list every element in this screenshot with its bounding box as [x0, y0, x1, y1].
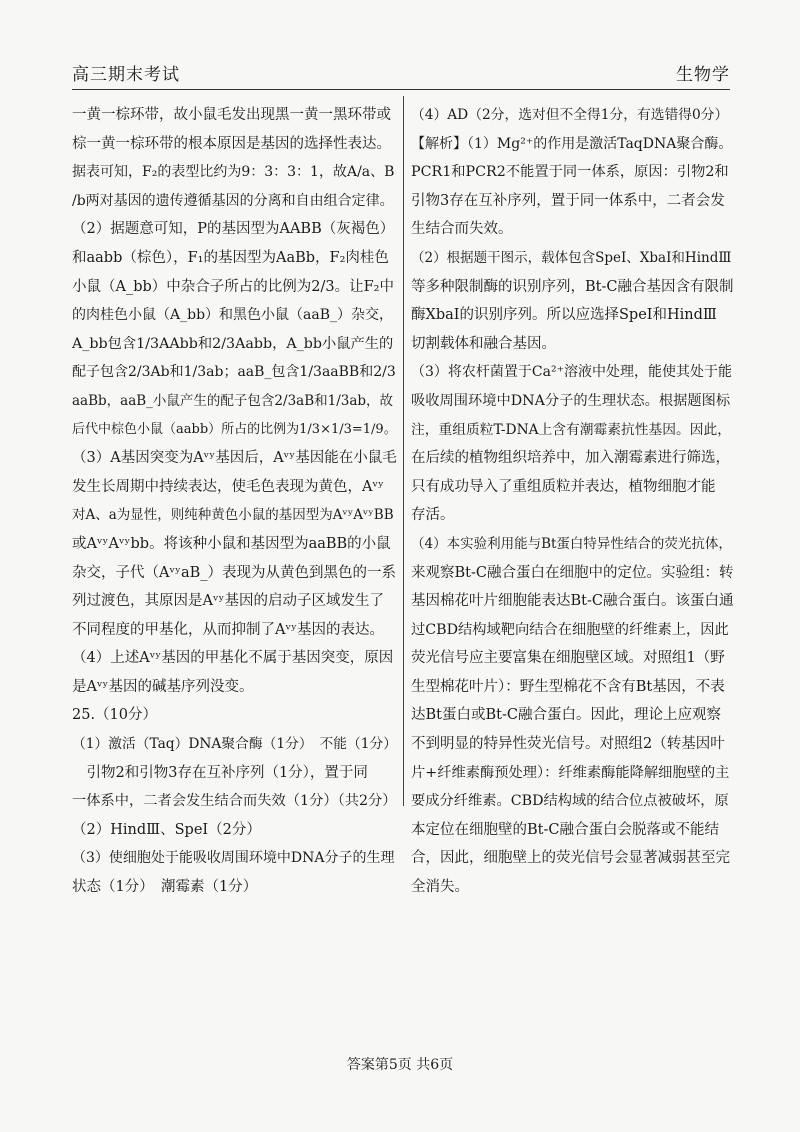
text-line: 引物3存在互补序列，置于同一体系中，二者会发 [411, 192, 725, 209]
text-line: 只有成功导入了重组质粒并表达，植物细胞才能 [411, 478, 716, 495]
text-line: （4）本实验利用能与Bt蛋白特异性结合的荧光抗体， [411, 535, 732, 552]
text-line: （3）使细胞处于能吸收周围环境中DNA分子的生理 [72, 850, 395, 867]
text-line: （4）AD（2分，选对但不全得1分，有选错得0分） [411, 107, 729, 123]
text-line: 生型棉花叶片）：野生型棉花不含有Bt基因，不表 [411, 678, 725, 695]
text-line: 25.（10分） [72, 707, 158, 724]
text-line: A_bb包含1/3AAbb和2/3Aabb，A_bb小鼠产生的 [72, 335, 394, 352]
text-line: /b两对基因的遗传遵循基因的分离和自由组合定律。 [72, 192, 394, 209]
text-line: （3）A基因突变为Aᵛʸ基因后，Aᵛʸ基因能在小鼠毛 [72, 450, 397, 467]
page-footer: 答案第5页 共6页 [346, 1057, 454, 1073]
text-line: 引物2和引物3存在互补序列（1分），置于同 [72, 764, 368, 781]
text-line: 本定位在细胞壁的Bt-C融合蛋白会脱落或不能结 [411, 821, 719, 838]
text-line: 是Aᵛʸ基因的碱基序列没变。 [72, 678, 254, 695]
text-line: 等多种限制酶的识别序列，Bt-C融合基因含有限制 [411, 278, 733, 295]
text-line: 杂交，子代（AᵛʸaB_）表现为从黄色到黑色的一系 [72, 564, 397, 581]
text-line: 片+纤维素酶预处理）：纤维素酶能降解细胞壁的主 [411, 764, 730, 781]
text-line: 的肉桂色小鼠（A_bb）和黑色小鼠（aaB_）杂交， [72, 307, 394, 324]
text-line: 过CBD结构域靶向结合在细胞壁的纤维素上，因此 [411, 621, 729, 638]
text-line: 发生长周期中持续表达，使毛色表现为黄色，Aᵛʸ [72, 478, 385, 495]
text-line: PCR1和PCR2不能置于同一体系，原因：引物2和 [411, 164, 729, 181]
text-line: 小鼠（A_bb）中杂合子所占的比例为2/3。让F₂中 [72, 278, 394, 295]
text-line: 棕一黄一棕环带的根本原因是基因的选择性表达。 [72, 135, 391, 152]
text-line: 据表可知，F₂的表型比约为9：3：3：1，故A/a、B [72, 164, 395, 181]
text-line: （1）激活（Taq）DNA聚合酶（1分） 不能（1分） [72, 736, 397, 753]
text-line: 基因棉花叶片细胞能表达Bt-C融合蛋白。该蛋白通 [411, 593, 733, 610]
text-line: 和aabb（棕色），F₁的基因型为AaBb，F₂肉桂色 [72, 249, 389, 266]
text-line: 不同程度的甲基化，从而抑制了Aᵛʸ基因的表达。 [72, 621, 385, 638]
subject-title: 生物学 [676, 65, 730, 85]
text-line: 或AᵛʸAᵛʸbb。将该种小鼠和基因型为aaBB的小鼠 [72, 535, 391, 552]
text-line: 在后续的植物组织培养中，加入潮霉素进行筛选， [411, 450, 730, 467]
text-line: （2）根据题干图示，载体包含SpeⅠ、XbaⅠ和HindⅢ [411, 249, 732, 266]
text-line: （4）上述Aᵛʸ基因的甲基化不属于基因突变，原因 [72, 650, 394, 667]
text-line: 不到明显的特异性荧光信号。对照组2（转基因叶 [411, 736, 725, 753]
text-line: 一体系中，二者会发生结合而失效（1分）（共2分） [72, 793, 397, 810]
column-divider [403, 96, 404, 806]
text-line: 列过渡色，其原因是Aᵛʸ基因的启动子区域发生了 [72, 593, 385, 610]
text-line: （2）HindⅢ、SpeⅠ（2分） [72, 821, 261, 838]
text-line: 来观察Bt-C融合蛋白在细胞中的定位。实验组：转 [411, 564, 733, 581]
text-line: 状态（1分） 潮霉素（1分） [72, 879, 258, 896]
left-column [72, 101, 398, 902]
text-line: 荧光信号应主要富集在细胞壁区域。对照组1（野 [411, 650, 725, 667]
exam-title: 高三期末考试 [72, 65, 180, 85]
text-line: 达Bt蛋白或Bt-C融合蛋白。因此，理论上应观察 [411, 707, 721, 724]
text-line: （3）将农杆菌置于Ca²⁺溶液中处理，能使其处于能 [411, 364, 732, 381]
right-column [411, 101, 733, 902]
text-line: 要成分纤维素。CBD结构域的结合位点被破坏，原 [411, 793, 729, 810]
text-line: 对A、a为显性，则纯种黄色小鼠的基因型为AᵛʸAᵛʸBB [72, 507, 394, 524]
text-line: 全消失。 [411, 879, 469, 896]
text-line: 生结合而失效。 [411, 221, 513, 238]
text-line: 切割载体和融合基因。 [411, 335, 556, 352]
text-line: 吸收周围环境中DNA分子的生理状态。根据题图标 [411, 392, 731, 409]
text-line: 【解析】（1）Mg²⁺的作用是激活TaqDNA聚合酶。 [411, 135, 733, 152]
text-line: 一黄一棕环带，故小鼠毛发出现黑一黄一黑环带或 [72, 107, 391, 123]
text-line: （2）据题意可知，P的基因型为AABB（灰褐色） [72, 221, 395, 238]
text-line: aaBb，aaB_小鼠产生的配子包含2/3aB和1/3ab，故 [72, 392, 394, 409]
text-line: 合，因此，细胞壁上的荧光信号会显著减弱甚至完 [411, 850, 730, 867]
text-line: 后代中棕色小鼠（aabb）所占的比例为1/3×1/3=1/9。 [72, 421, 397, 437]
text-line: 配子包含2/3Ab和1/3ab；aaB_包含1/3aaBB和2/3 [72, 364, 396, 381]
header-rule [72, 89, 730, 90]
text-line: 酶XbaⅠ的识别序列。所以应选择SpeⅠ和HindⅢ [411, 307, 717, 324]
page-header [72, 60, 730, 86]
text-line: 注，重组质粒T-DNA上含有潮霉素抗性基因。因此， [411, 421, 732, 438]
text-line: 存活。 [411, 507, 455, 524]
